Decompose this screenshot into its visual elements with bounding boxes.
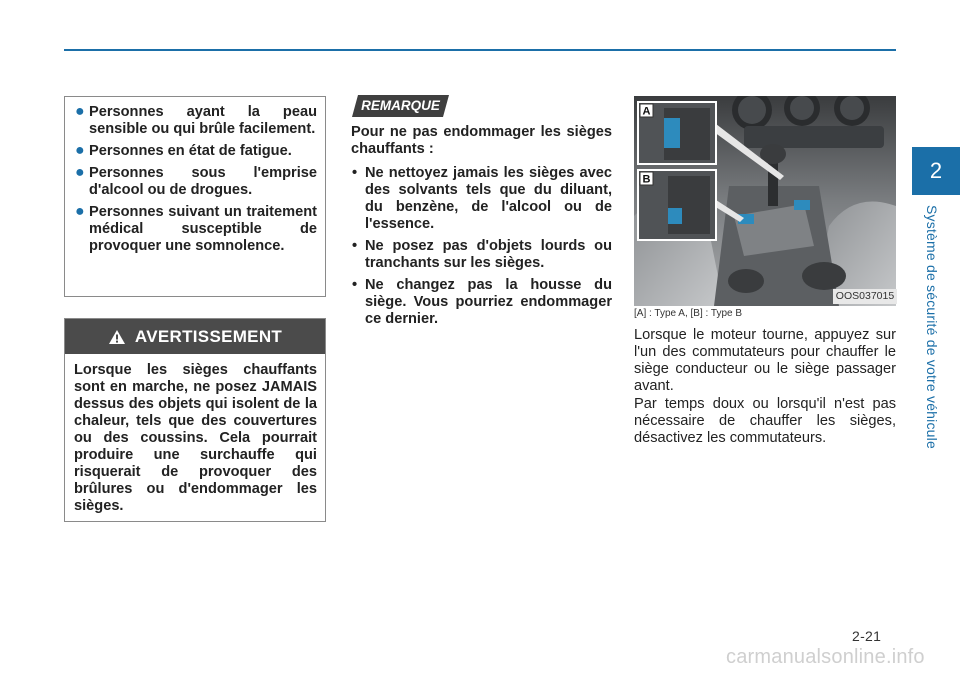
warning-header [65,319,325,354]
bullet-dot-icon: ● [75,164,85,181]
note-label: REMARQUE [361,98,440,113]
body-paragraph: Lorsque le moteur tourne, appuyez sur l'un des commutateurs pour chauffer le siège conducteur ou le siège passager avant. [634,327,896,394]
warning-label: AVERTISSEMENT [134,326,283,346]
bullet-dot-icon: ● [75,203,85,220]
chapter-tab[interactable] [912,147,960,195]
inset-label-b: B [642,173,651,186]
warning-text: Lorsque les sièges chauffants sont en marche, ne posez JAMAIS dessus des objets qui isolent de la chaleur, tels que des couvertures ou des coussins. Cela pourrait produire une surchauffe qui risquerait de provoquer des brûlures ou d'endommager les sièges. [74,362,317,514]
bullet-dot-icon: ● [75,142,85,159]
page-number: 2-21 [852,628,882,644]
note-intro: Pour ne pas endommager les sièges chauffants : [351,124,612,157]
chapter-title: Système de sécurité de votre véhicule [924,205,940,449]
inset-label-a: A [642,105,651,118]
list-item: ● Personnes sous l'emprise d'alcool ou de drogues. [75,164,317,198]
list-item: ● Personnes suivant un traitement médical susceptible de provoquer une somnolence. [75,203,317,254]
figure-caption: [A] : Type A, [B] : Type B [634,308,743,319]
bullet-dot-icon: ● [75,103,85,120]
list-item: ● Personnes ayant la peau sensible ou qui brûle facilement. [75,103,317,137]
warning-box [64,318,326,522]
header-rule [64,49,896,51]
chapter-number: 2 [929,158,943,183]
console-illustration [634,96,896,306]
note-list [351,165,612,333]
list-item: • Ne changez pas la housse du siège. Vous pourriez endommager ce dernier. [352,277,612,327]
bullet-icon: • [352,238,358,254]
note-tag [352,95,449,117]
heated-seat-switch-figure [634,96,896,306]
figure-code: OOS037015 [833,289,897,304]
persons-list-box [64,96,326,297]
list-item: ● Personnes en état de fatigue. [75,142,292,159]
watermark: carmanualsonline.info [726,646,925,668]
list-item: • Ne posez pas d'objets lourds ou tranchants sur les sièges. [352,238,612,271]
bullet-icon: • [352,165,358,181]
warning-triangle-icon [108,329,126,345]
bullet-icon: • [352,277,358,293]
list-item: • Ne nettoyez jamais les sièges avec des solvants tels que du diluant, du benzène, de l'alcool ou de l'essence. [352,165,612,232]
body-paragraph: Par temps doux ou lorsqu'il n'est pas nécessaire de chauffer les sièges, désactivez les commutateurs. [634,396,896,446]
